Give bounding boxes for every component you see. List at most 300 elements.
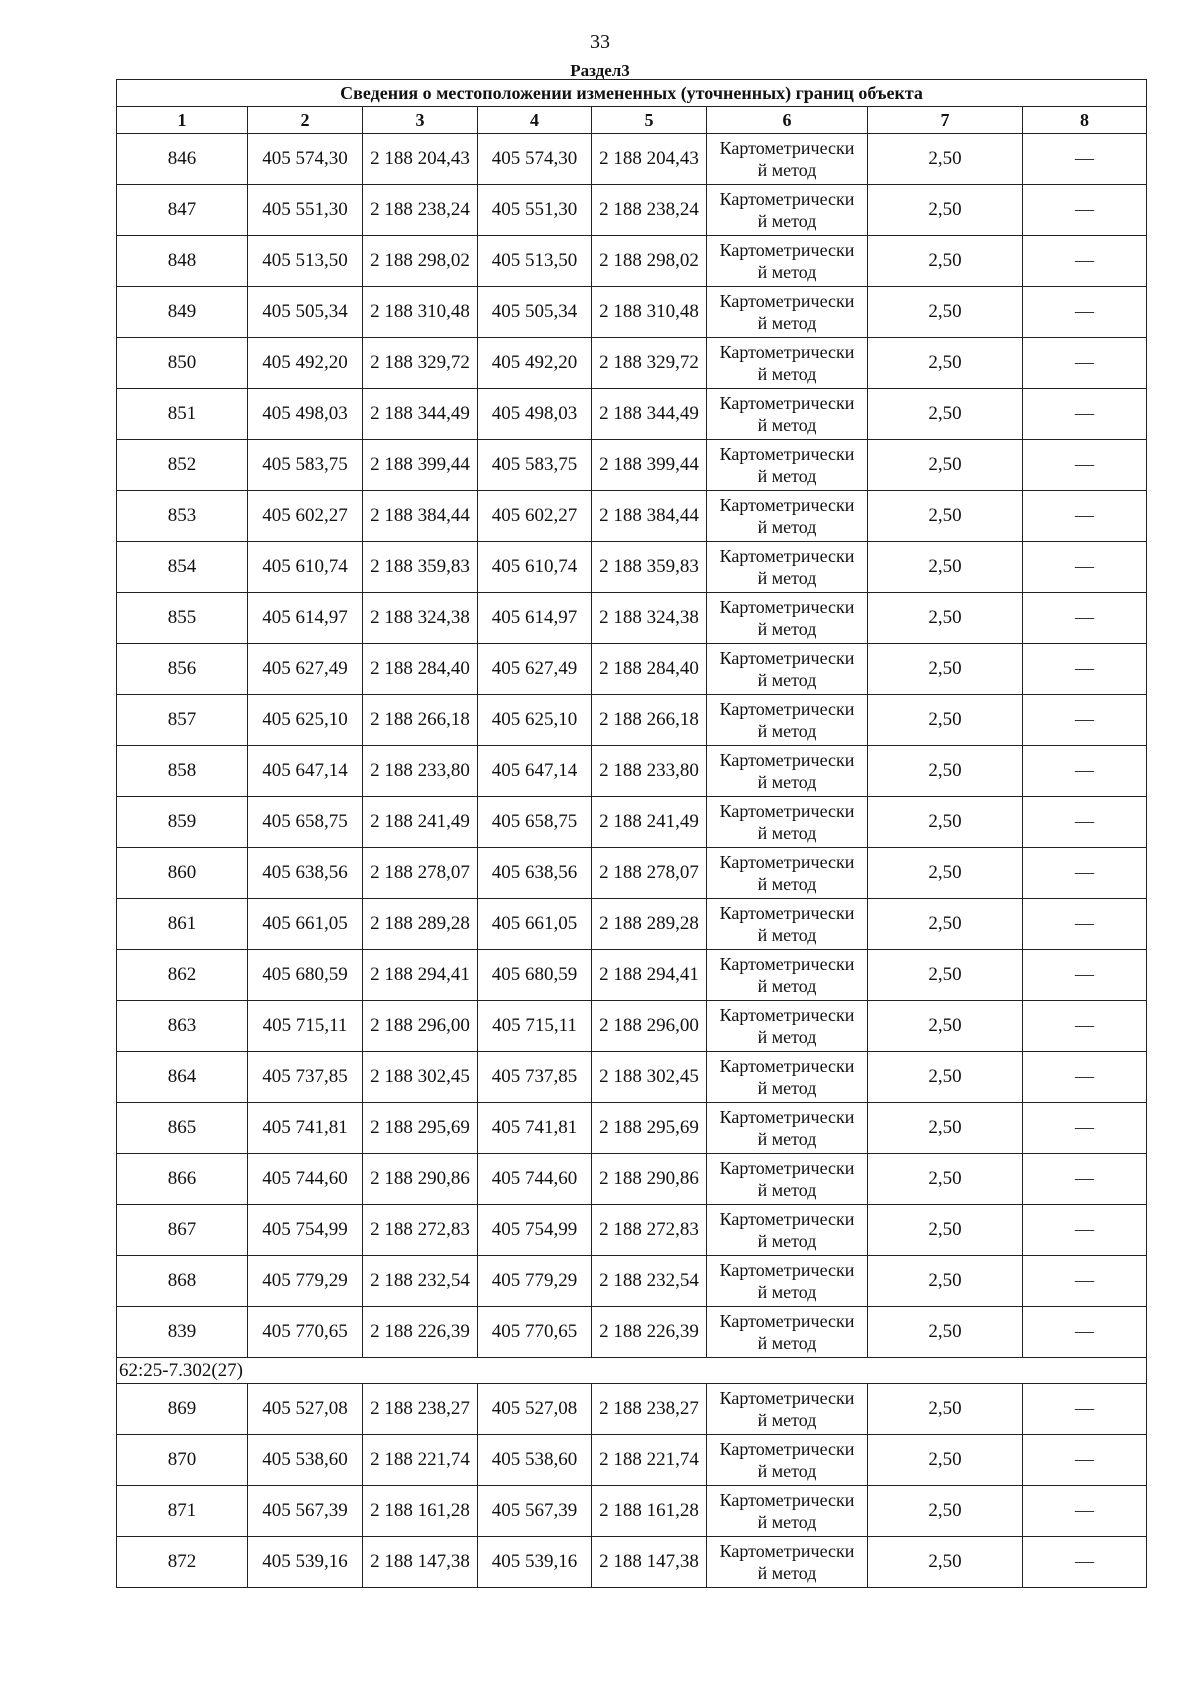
- accuracy-cell: 2,50: [868, 899, 1023, 950]
- x-coordinate-refined-cell: 405 715,11: [478, 1001, 592, 1052]
- y-coordinate-cell: 2 188 232,54: [363, 1256, 478, 1307]
- x-coordinate-refined-cell: 405 770,65: [478, 1307, 592, 1358]
- point-number-cell: 860: [117, 848, 248, 899]
- method-line-1: Картометрически: [719, 240, 855, 260]
- accuracy-cell: 2,50: [868, 1103, 1023, 1154]
- table-row: [117, 1052, 1147, 1103]
- y-coordinate-cell: 2 188 226,39: [363, 1307, 478, 1358]
- x-coordinate-refined-cell: 405 661,05: [478, 899, 592, 950]
- accuracy-cell: 2,50: [868, 950, 1023, 1001]
- point-number-cell: 859: [117, 797, 248, 848]
- table-row: [117, 440, 1147, 491]
- x-coordinate-cell: 405 661,05: [248, 899, 363, 950]
- point-number-cell: 858: [117, 746, 248, 797]
- y-coordinate-refined-cell: 2 188 384,44: [592, 491, 707, 542]
- y-coordinate-cell: 2 188 344,49: [363, 389, 478, 440]
- point-number-cell: 846: [117, 134, 248, 185]
- y-coordinate-refined-cell: 2 188 296,00: [592, 1001, 707, 1052]
- y-coordinate-refined-cell: 2 188 238,27: [592, 1384, 707, 1435]
- point-number-cell: 847: [117, 185, 248, 236]
- table-row: [117, 1205, 1147, 1256]
- y-coordinate-cell: 2 188 241,49: [363, 797, 478, 848]
- y-coordinate-refined-cell: 2 188 298,02: [592, 236, 707, 287]
- y-coordinate-cell: 2 188 399,44: [363, 440, 478, 491]
- accuracy-cell: 2,50: [868, 134, 1023, 185]
- x-coordinate-refined-cell: 405 610,74: [478, 542, 592, 593]
- y-coordinate-refined-cell: 2 188 241,49: [592, 797, 707, 848]
- note-cell: —: [1023, 746, 1147, 797]
- method-line-2: й метод: [757, 772, 817, 792]
- x-coordinate-cell: 405 574,30: [248, 134, 363, 185]
- accuracy-cell: 2,50: [868, 236, 1023, 287]
- method-cell: [707, 389, 868, 440]
- method-cell: [707, 134, 868, 185]
- note-cell: —: [1023, 440, 1147, 491]
- table-row: [117, 389, 1147, 440]
- method-line-1: Картометрически: [719, 1107, 855, 1127]
- method-cell: [707, 1103, 868, 1154]
- point-number-cell: 848: [117, 236, 248, 287]
- note-cell: —: [1023, 593, 1147, 644]
- y-coordinate-refined-cell: 2 188 324,38: [592, 593, 707, 644]
- x-coordinate-cell: 405 567,39: [248, 1486, 363, 1537]
- method-line-2: й метод: [757, 160, 817, 180]
- note-cell: —: [1023, 1307, 1147, 1358]
- table-row: [117, 644, 1147, 695]
- note-cell: —: [1023, 1154, 1147, 1205]
- note-cell: —: [1023, 338, 1147, 389]
- method-line-2: й метод: [757, 466, 817, 486]
- point-number-cell: 854: [117, 542, 248, 593]
- y-coordinate-cell: 2 188 324,38: [363, 593, 478, 644]
- y-coordinate-refined-cell: 2 188 266,18: [592, 695, 707, 746]
- x-coordinate-refined-cell: 405 574,30: [478, 134, 592, 185]
- method-line-1: Картометрически: [719, 1541, 855, 1561]
- method-cell: [707, 797, 868, 848]
- table-row: [117, 1384, 1147, 1435]
- x-coordinate-refined-cell: 405 513,50: [478, 236, 592, 287]
- method-line-2: й метод: [757, 976, 817, 996]
- method-line-1: Картометрически: [719, 1311, 855, 1331]
- method-cell: [707, 644, 868, 695]
- y-coordinate-cell: 2 188 302,45: [363, 1052, 478, 1103]
- y-coordinate-refined-cell: 2 188 310,48: [592, 287, 707, 338]
- x-coordinate-refined-cell: 405 627,49: [478, 644, 592, 695]
- x-coordinate-cell: 405 625,10: [248, 695, 363, 746]
- x-coordinate-cell: 405 513,50: [248, 236, 363, 287]
- coordinates-table: [116, 79, 1147, 1588]
- y-coordinate-refined-cell: 2 188 290,86: [592, 1154, 707, 1205]
- x-coordinate-refined-cell: 405 551,30: [478, 185, 592, 236]
- x-coordinate-cell: 405 647,14: [248, 746, 363, 797]
- table-row: [117, 746, 1147, 797]
- y-coordinate-refined-cell: 2 188 284,40: [592, 644, 707, 695]
- method-cell: [707, 1001, 868, 1052]
- method-line-1: Картометрически: [719, 393, 855, 413]
- point-number-cell: 868: [117, 1256, 248, 1307]
- accuracy-cell: 2,50: [868, 746, 1023, 797]
- table-row: [117, 1307, 1147, 1358]
- group-label-row: [117, 1358, 1147, 1384]
- method-line-1: Картометрически: [719, 495, 855, 515]
- table-row: [117, 797, 1147, 848]
- y-coordinate-cell: 2 188 310,48: [363, 287, 478, 338]
- note-cell: —: [1023, 797, 1147, 848]
- accuracy-cell: 2,50: [868, 389, 1023, 440]
- accuracy-cell: 2,50: [868, 1307, 1023, 1358]
- note-cell: —: [1023, 1256, 1147, 1307]
- method-cell: [707, 695, 868, 746]
- method-line-1: Картометрически: [719, 1388, 855, 1408]
- accuracy-cell: 2,50: [868, 1154, 1023, 1205]
- y-coordinate-cell: 2 188 298,02: [363, 236, 478, 287]
- point-number-cell: 869: [117, 1384, 248, 1435]
- method-line-1: Картометрически: [719, 342, 855, 362]
- y-coordinate-refined-cell: 2 188 278,07: [592, 848, 707, 899]
- table-row: [117, 848, 1147, 899]
- method-line-2: й метод: [757, 211, 817, 231]
- method-line-1: Картометрически: [719, 546, 855, 566]
- method-line-2: й метод: [757, 1410, 817, 1430]
- x-coordinate-refined-cell: 405 498,03: [478, 389, 592, 440]
- table-row: [117, 338, 1147, 389]
- method-line-1: Картометрически: [719, 1209, 855, 1229]
- accuracy-cell: 2,50: [868, 1486, 1023, 1537]
- method-line-1: Картометрически: [719, 1005, 855, 1025]
- method-line-2: й метод: [757, 364, 817, 384]
- note-cell: —: [1023, 1435, 1147, 1486]
- y-coordinate-cell: 2 188 294,41: [363, 950, 478, 1001]
- x-coordinate-cell: 405 658,75: [248, 797, 363, 848]
- x-coordinate-cell: 405 737,85: [248, 1052, 363, 1103]
- x-coordinate-cell: 405 602,27: [248, 491, 363, 542]
- accuracy-cell: 2,50: [868, 1205, 1023, 1256]
- y-coordinate-cell: 2 188 278,07: [363, 848, 478, 899]
- y-coordinate-refined-cell: 2 188 302,45: [592, 1052, 707, 1103]
- method-line-2: й метод: [757, 1282, 817, 1302]
- note-cell: —: [1023, 899, 1147, 950]
- note-cell: —: [1023, 1103, 1147, 1154]
- method-line-2: й метод: [757, 517, 817, 537]
- x-coordinate-refined-cell: 405 680,59: [478, 950, 592, 1001]
- method-cell: [707, 746, 868, 797]
- y-coordinate-cell: 2 188 284,40: [363, 644, 478, 695]
- y-coordinate-refined-cell: 2 188 289,28: [592, 899, 707, 950]
- x-coordinate-cell: 405 754,99: [248, 1205, 363, 1256]
- x-coordinate-cell: 405 614,97: [248, 593, 363, 644]
- y-coordinate-cell: 2 188 272,83: [363, 1205, 478, 1256]
- method-line-1: Картометрически: [719, 648, 855, 668]
- x-coordinate-cell: 405 779,29: [248, 1256, 363, 1307]
- y-coordinate-cell: 2 188 233,80: [363, 746, 478, 797]
- x-coordinate-refined-cell: 405 741,81: [478, 1103, 592, 1154]
- point-number-cell: 862: [117, 950, 248, 1001]
- point-number-cell: 870: [117, 1435, 248, 1486]
- y-coordinate-cell: 2 188 238,24: [363, 185, 478, 236]
- x-coordinate-refined-cell: 405 779,29: [478, 1256, 592, 1307]
- method-line-2: й метод: [757, 415, 817, 435]
- accuracy-cell: 2,50: [868, 491, 1023, 542]
- method-line-1: Картометрически: [719, 954, 855, 974]
- accuracy-cell: 2,50: [868, 695, 1023, 746]
- note-cell: —: [1023, 389, 1147, 440]
- method-cell: [707, 848, 868, 899]
- column-number-header: 2: [248, 107, 363, 134]
- y-coordinate-refined-cell: 2 188 204,43: [592, 134, 707, 185]
- y-coordinate-cell: 2 188 290,86: [363, 1154, 478, 1205]
- method-line-1: Картометрически: [719, 291, 855, 311]
- table-row: [117, 1103, 1147, 1154]
- method-cell: [707, 542, 868, 593]
- x-coordinate-refined-cell: 405 625,10: [478, 695, 592, 746]
- y-coordinate-cell: 2 188 221,74: [363, 1435, 478, 1486]
- y-coordinate-cell: 2 188 295,69: [363, 1103, 478, 1154]
- x-coordinate-refined-cell: 405 505,34: [478, 287, 592, 338]
- section-title: Раздел3: [570, 61, 630, 80]
- x-coordinate-refined-cell: 405 492,20: [478, 338, 592, 389]
- method-line-2: й метод: [757, 874, 817, 894]
- method-cell: [707, 1256, 868, 1307]
- x-coordinate-refined-cell: 405 539,16: [478, 1537, 592, 1588]
- accuracy-cell: 2,50: [868, 542, 1023, 593]
- accuracy-cell: 2,50: [868, 185, 1023, 236]
- note-cell: —: [1023, 491, 1147, 542]
- accuracy-cell: 2,50: [868, 1001, 1023, 1052]
- table-row: [117, 287, 1147, 338]
- y-coordinate-refined-cell: 2 188 221,74: [592, 1435, 707, 1486]
- table-row: [117, 899, 1147, 950]
- y-coordinate-refined-cell: 2 188 147,38: [592, 1537, 707, 1588]
- method-cell: [707, 1307, 868, 1358]
- x-coordinate-cell: 405 680,59: [248, 950, 363, 1001]
- x-coordinate-refined-cell: 405 638,56: [478, 848, 592, 899]
- point-number-cell: 839: [117, 1307, 248, 1358]
- method-cell: [707, 1486, 868, 1537]
- method-cell: [707, 899, 868, 950]
- table-row: [117, 1001, 1147, 1052]
- method-line-2: й метод: [757, 568, 817, 588]
- method-line-1: Картометрически: [719, 444, 855, 464]
- method-cell: [707, 1205, 868, 1256]
- x-coordinate-cell: 405 492,20: [248, 338, 363, 389]
- table-caption: Сведения о местоположении измененных (уточненных) границ объекта: [117, 80, 1147, 107]
- point-number-cell: 861: [117, 899, 248, 950]
- table-row: [117, 491, 1147, 542]
- table-row: [117, 1537, 1147, 1588]
- accuracy-cell: 2,50: [868, 593, 1023, 644]
- method-line-1: Картометрически: [719, 1056, 855, 1076]
- point-number-cell: 855: [117, 593, 248, 644]
- y-coordinate-refined-cell: 2 188 272,83: [592, 1205, 707, 1256]
- accuracy-cell: 2,50: [868, 644, 1023, 695]
- method-line-2: й метод: [757, 262, 817, 282]
- method-cell: [707, 950, 868, 1001]
- note-cell: —: [1023, 236, 1147, 287]
- note-cell: —: [1023, 287, 1147, 338]
- method-line-2: й метод: [757, 1180, 817, 1200]
- group-label: 62:25-7.302(27): [117, 1358, 1147, 1384]
- method-line-2: й метод: [757, 1461, 817, 1481]
- note-cell: —: [1023, 1384, 1147, 1435]
- y-coordinate-refined-cell: 2 188 295,69: [592, 1103, 707, 1154]
- accuracy-cell: 2,50: [868, 797, 1023, 848]
- x-coordinate-cell: 405 551,30: [248, 185, 363, 236]
- accuracy-cell: 2,50: [868, 1435, 1023, 1486]
- column-number-header: 3: [363, 107, 478, 134]
- table-row: [117, 593, 1147, 644]
- accuracy-cell: 2,50: [868, 1384, 1023, 1435]
- y-coordinate-cell: 2 188 289,28: [363, 899, 478, 950]
- method-line-2: й метод: [757, 823, 817, 843]
- method-line-1: Картометрически: [719, 597, 855, 617]
- accuracy-cell: 2,50: [868, 440, 1023, 491]
- x-coordinate-cell: 405 715,11: [248, 1001, 363, 1052]
- point-number-cell: 865: [117, 1103, 248, 1154]
- method-cell: [707, 440, 868, 491]
- x-coordinate-refined-cell: 405 737,85: [478, 1052, 592, 1103]
- y-coordinate-cell: 2 188 238,27: [363, 1384, 478, 1435]
- x-coordinate-cell: 405 741,81: [248, 1103, 363, 1154]
- note-cell: —: [1023, 644, 1147, 695]
- method-line-1: Картометрически: [719, 903, 855, 923]
- y-coordinate-cell: 2 188 266,18: [363, 695, 478, 746]
- method-line-2: й метод: [757, 1129, 817, 1149]
- x-coordinate-refined-cell: 405 647,14: [478, 746, 592, 797]
- x-coordinate-cell: 405 498,03: [248, 389, 363, 440]
- y-coordinate-refined-cell: 2 188 329,72: [592, 338, 707, 389]
- method-line-2: й метод: [757, 313, 817, 333]
- x-coordinate-cell: 405 583,75: [248, 440, 363, 491]
- method-line-1: Картометрически: [719, 750, 855, 770]
- method-line-1: Картометрически: [719, 189, 855, 209]
- accuracy-cell: 2,50: [868, 338, 1023, 389]
- method-cell: [707, 236, 868, 287]
- x-coordinate-refined-cell: 405 538,60: [478, 1435, 592, 1486]
- x-coordinate-cell: 405 539,16: [248, 1537, 363, 1588]
- point-number-cell: 867: [117, 1205, 248, 1256]
- point-number-cell: 863: [117, 1001, 248, 1052]
- y-coordinate-refined-cell: 2 188 238,24: [592, 185, 707, 236]
- method-cell: [707, 338, 868, 389]
- note-cell: —: [1023, 1486, 1147, 1537]
- method-cell: [707, 1052, 868, 1103]
- method-line-2: й метод: [757, 721, 817, 741]
- x-coordinate-refined-cell: 405 567,39: [478, 1486, 592, 1537]
- method-cell: [707, 491, 868, 542]
- y-coordinate-refined-cell: 2 188 344,49: [592, 389, 707, 440]
- table-row: [117, 1486, 1147, 1537]
- method-line-1: Картометрически: [719, 1490, 855, 1510]
- method-line-2: й метод: [757, 1027, 817, 1047]
- x-coordinate-cell: 405 744,60: [248, 1154, 363, 1205]
- point-number-cell: 864: [117, 1052, 248, 1103]
- y-coordinate-refined-cell: 2 188 161,28: [592, 1486, 707, 1537]
- x-coordinate-cell: 405 638,56: [248, 848, 363, 899]
- x-coordinate-cell: 405 770,65: [248, 1307, 363, 1358]
- y-coordinate-refined-cell: 2 188 399,44: [592, 440, 707, 491]
- point-number-cell: 866: [117, 1154, 248, 1205]
- table-row: [117, 134, 1147, 185]
- table-row: [117, 1154, 1147, 1205]
- x-coordinate-refined-cell: 405 744,60: [478, 1154, 592, 1205]
- x-coordinate-cell: 405 505,34: [248, 287, 363, 338]
- method-line-1: Картометрически: [719, 852, 855, 872]
- table-row: [117, 695, 1147, 746]
- y-coordinate-cell: 2 188 147,38: [363, 1537, 478, 1588]
- method-line-2: й метод: [757, 1231, 817, 1251]
- x-coordinate-refined-cell: 405 658,75: [478, 797, 592, 848]
- x-coordinate-refined-cell: 405 614,97: [478, 593, 592, 644]
- x-coordinate-refined-cell: 405 754,99: [478, 1205, 592, 1256]
- method-line-2: й метод: [757, 619, 817, 639]
- accuracy-cell: 2,50: [868, 1052, 1023, 1103]
- point-number-cell: 849: [117, 287, 248, 338]
- note-cell: —: [1023, 1537, 1147, 1588]
- x-coordinate-cell: 405 627,49: [248, 644, 363, 695]
- note-cell: —: [1023, 185, 1147, 236]
- note-cell: —: [1023, 848, 1147, 899]
- method-line-1: Картометрически: [719, 1158, 855, 1178]
- table-row: [117, 185, 1147, 236]
- method-line-2: й метод: [757, 670, 817, 690]
- y-coordinate-refined-cell: 2 188 294,41: [592, 950, 707, 1001]
- note-cell: —: [1023, 1205, 1147, 1256]
- x-coordinate-cell: 405 527,08: [248, 1384, 363, 1435]
- accuracy-cell: 2,50: [868, 848, 1023, 899]
- method-line-2: й метод: [757, 1512, 817, 1532]
- method-line-1: Картометрически: [719, 801, 855, 821]
- point-number-cell: 872: [117, 1537, 248, 1588]
- method-line-2: й метод: [757, 1078, 817, 1098]
- table-row: [117, 1256, 1147, 1307]
- x-coordinate-refined-cell: 405 602,27: [478, 491, 592, 542]
- method-cell: [707, 1537, 868, 1588]
- note-cell: —: [1023, 542, 1147, 593]
- method-cell: [707, 1154, 868, 1205]
- accuracy-cell: 2,50: [868, 1256, 1023, 1307]
- method-cell: [707, 1435, 868, 1486]
- method-cell: [707, 1384, 868, 1435]
- x-coordinate-cell: 405 610,74: [248, 542, 363, 593]
- x-coordinate-refined-cell: 405 527,08: [478, 1384, 592, 1435]
- column-number-header: 7: [868, 107, 1023, 134]
- y-coordinate-refined-cell: 2 188 232,54: [592, 1256, 707, 1307]
- method-line-1: Картометрически: [719, 1260, 855, 1280]
- note-cell: —: [1023, 1052, 1147, 1103]
- point-number-cell: 850: [117, 338, 248, 389]
- page-number: 33: [590, 31, 610, 53]
- point-number-cell: 856: [117, 644, 248, 695]
- x-coordinate-refined-cell: 405 583,75: [478, 440, 592, 491]
- accuracy-cell: 2,50: [868, 1537, 1023, 1588]
- y-coordinate-cell: 2 188 359,83: [363, 542, 478, 593]
- accuracy-cell: 2,50: [868, 287, 1023, 338]
- x-coordinate-cell: 405 538,60: [248, 1435, 363, 1486]
- table-row: [117, 542, 1147, 593]
- table-row: [117, 236, 1147, 287]
- point-number-cell: 857: [117, 695, 248, 746]
- y-coordinate-refined-cell: 2 188 359,83: [592, 542, 707, 593]
- method-line-2: й метод: [757, 1333, 817, 1353]
- y-coordinate-cell: 2 188 384,44: [363, 491, 478, 542]
- note-cell: —: [1023, 134, 1147, 185]
- table-row: [117, 1435, 1147, 1486]
- y-coordinate-cell: 2 188 161,28: [363, 1486, 478, 1537]
- method-line-1: Картометрически: [719, 699, 855, 719]
- method-line-1: Картометрически: [719, 138, 855, 158]
- y-coordinate-cell: 2 188 296,00: [363, 1001, 478, 1052]
- column-number-header: 8: [1023, 107, 1147, 134]
